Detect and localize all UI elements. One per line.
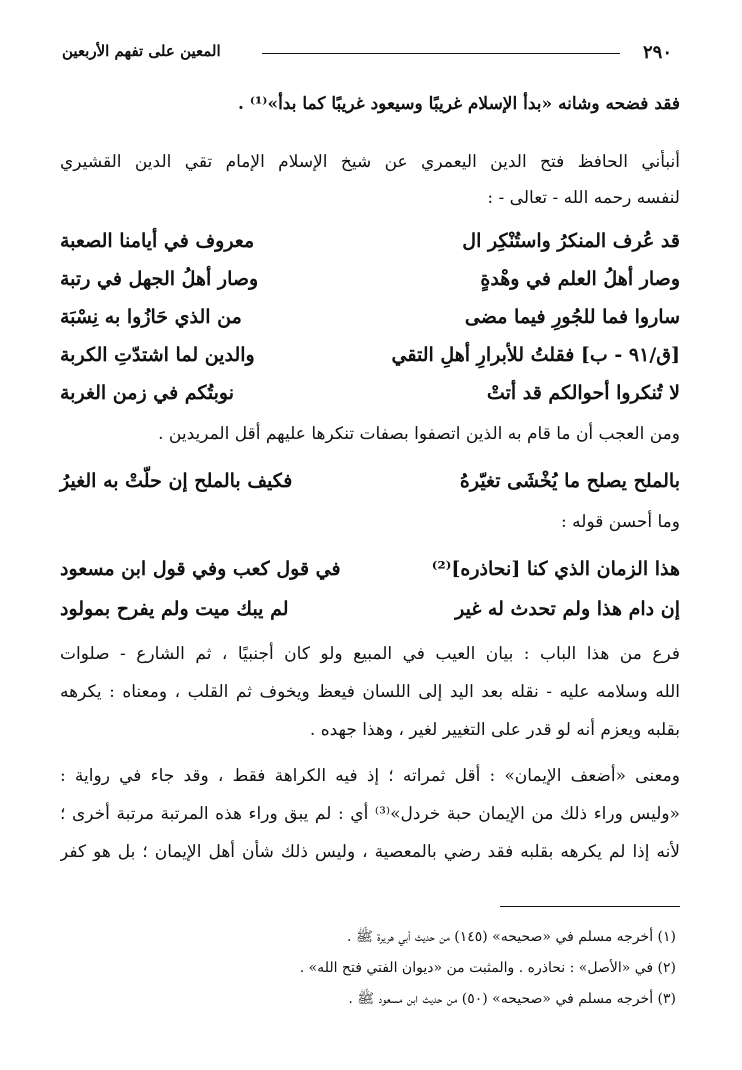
hemistich-first: وصار أهلُ العلم في وهْدةٍ [480, 268, 680, 290]
hemistich-second: والدين لما اشتدّتِ الكربة [60, 344, 255, 366]
text-line-5: وما أحسن قوله : [561, 512, 680, 532]
poem1-verse-4 [60, 340, 680, 370]
para-line-2: الله وسلامه عليه - نقله بعد اليد إلى اللسان فيعظ ويخوف ثم القلب ، ومعناه : يكرهه [60, 682, 680, 702]
hemistich-first: قد عُرف المنكرُ واستُنْكِر ال [462, 230, 680, 252]
hemistich-second: لم يبك ميت ولم يفرح بمولود [60, 598, 289, 620]
hemistich-first: لا تُنكروا أحوالكم قد أتتْ [486, 382, 680, 404]
running-title: المعين على تفهم الأربعين [62, 42, 221, 60]
footnote-1: (١) أخرجه مسلم في «صحيحه» (١٤٥) من حديث أبي هريرة ﷺ . [347, 929, 676, 945]
hemistich-second: فكيف بالملح إن حلّتْ به الغيرُ [60, 470, 293, 492]
hemistich-second: نوبتُكم في زمن الغربة [60, 382, 235, 404]
hemistich-first: ساروا فما للجُورِ فيما مضى [464, 306, 680, 328]
poem2-verse-1 [60, 554, 680, 584]
hemistich-second: في قول كعب وفي قول ابن مسعود [60, 558, 341, 580]
hemistich-second: وصار أهلُ الجهل في رتبة [60, 268, 259, 290]
poem1-verse-5 [60, 378, 680, 408]
footnote-3: (٣) أخرجه مسلم في «صحيحه» (٥٠) من حديث ابن مسعود ﷺ . [348, 991, 676, 1007]
header-rule [262, 53, 620, 54]
text-line-2: أنبأني الحافظ فتح الدين اليعمري عن شيخ الإسلام الإمام تقي الدين القشيري [60, 152, 680, 172]
page-number: ٢٩٠ [642, 42, 672, 63]
para2-line-2: «وليس وراء ذلك من الإيمان حبة خردل»⁽³⁾ أي : لم يبق وراء هذه المرتبة مرتبة أخرى ؛ [60, 804, 680, 824]
para2-line-1: ومعنى «أضعف الإيمان» : أقل ثمراته ؛ إذ فيه الكراهة فقط ، وقد جاء في رواية : [60, 766, 680, 786]
poem1-verse-1 [60, 226, 680, 256]
hemistich-first: هذا الزمان الذي كنا [نحاذره]⁽²⁾ [431, 558, 680, 580]
poem2-verse-2 [60, 594, 680, 624]
hemistich-second: معروف في أيامنا الصعبة [60, 230, 255, 252]
para-line-3: بقلبه ويعزم أنه لو قدر على التغيير لغير ، وهذا جهده . [309, 720, 680, 740]
text-line-1: فقد فضحه وشانه «بدأ الإسلام غريبًا وسيعود غريبًا كما بدأ»⁽¹⁾ . [238, 94, 680, 114]
text-line-3: لنفسه رحمه الله - تعالى - : [487, 188, 680, 208]
text-line-4: ومن العجب أن ما قام به الذين اتصفوا بصفات تنكرها عليهم أقل المريدين . [158, 424, 680, 444]
hemistich-first: إن دام هذا ولم تحدث له غير [455, 598, 680, 620]
footnote-rule [500, 906, 680, 907]
para2-line-3: لأنه إذا لم يكرهه بقلبه فقد رضي بالمعصية ، وليس ذلك شأن أهل الإيمان ؛ بل هو كفر [60, 842, 680, 862]
poem1-verse-2 [60, 264, 680, 294]
verse-2 [60, 466, 680, 496]
para-line-1: فرع من هذا الباب : بيان العيب في المبيع ولو كان أجنبيًا ، ثم الشارع - صلوات [60, 644, 680, 664]
hemistich-first: [ق/٩١ - ب] فقلتُ للأبرارِ أهلِ التقي [391, 344, 680, 366]
running-header [62, 42, 672, 68]
footnote-2: (٢) في «الأصل» : نحاذره . والمثبت من «ديوان الفتي فتح الله» . [299, 960, 676, 976]
hemistich-second: من الذي حَازُوا به نِسْبَة [60, 306, 242, 328]
poem1-verse-3 [60, 302, 680, 332]
hemistich-first: بالملح يصلح ما يُخْشَى تغيّرهُ [459, 470, 680, 492]
